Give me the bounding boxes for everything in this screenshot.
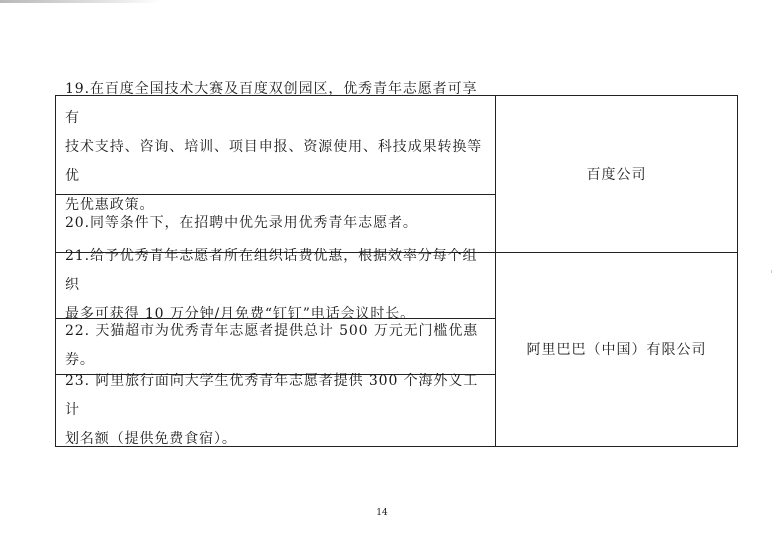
organization-cell bbox=[496, 96, 737, 252]
table-row bbox=[56, 374, 495, 446]
policy-table bbox=[55, 80, 738, 447]
organization-name: 阿里巴巴（中国）有限公司 bbox=[526, 342, 707, 358]
scan-edge-mark bbox=[771, 270, 772, 273]
page-number: 14 bbox=[376, 508, 388, 518]
policy-item-23: 23. 阿里旅行面向大学生优秀青年志愿者提供 300 个海外义工计 划名额（提供免费食宿）。 bbox=[65, 372, 479, 447]
table-row bbox=[56, 80, 495, 213]
policy-item-20: 20.同等条件下，在招聘中优先录用优秀青年志愿者。 bbox=[65, 214, 418, 231]
policy-item-22: 22. 天猫超市为优秀青年志愿者提供总计 500 万元无门槛优惠券。 bbox=[65, 323, 479, 368]
policy-item-21: 21.给予优秀青年志愿者所在组织话费优惠，根据效率分每个组织 最多可获得 10 万分钟/月免费“钉钉”电话会议时长。 bbox=[65, 247, 478, 322]
scan-edge-mark bbox=[0, 0, 160, 3]
table-row bbox=[56, 247, 495, 322]
organization-name: 百度公司 bbox=[586, 167, 647, 183]
policy-item-19: 19.在百度全国技术大赛及百度双创园区，优秀青年志愿者可享有 技术支持、咨询、培训、项目申报、资源使用、科技成果转换等优 先优惠政策。 bbox=[65, 80, 483, 213]
organization-cell bbox=[496, 252, 737, 446]
